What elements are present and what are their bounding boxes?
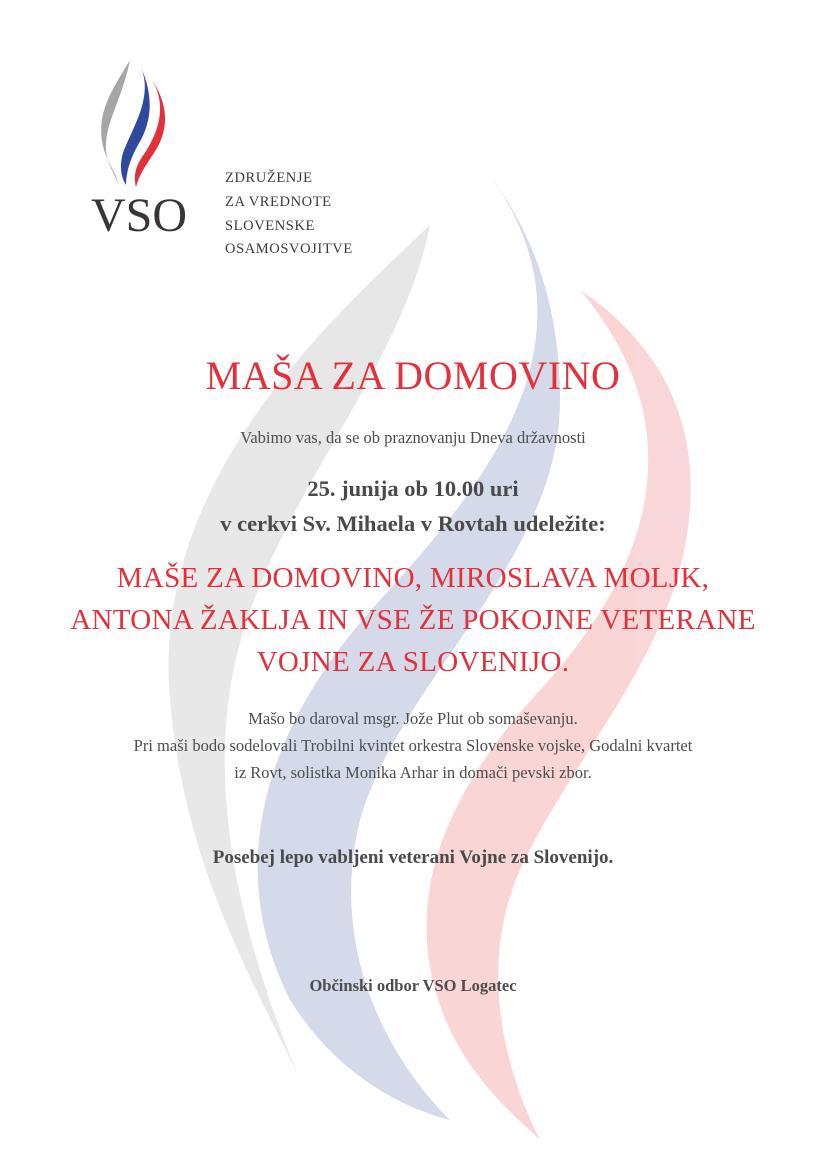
invite-text: Vabimo vas, da se ob praznovanju Dneva državnosti — [240, 428, 586, 447]
info-line-3: iz Rovt, solistka Monika Arhar in domači pevski zbor. — [234, 763, 592, 782]
org-name-line-4: OSAMOSVOJITVE — [225, 241, 353, 257]
info-line-2: Pri maši bodo sodelovali Trobilni kvintet orkestra Slovenske vojske, Godalni kvartet — [133, 736, 693, 755]
vso-logo — [82, 55, 197, 240]
org-name-line-3: SLOVENSKE — [225, 218, 315, 234]
event-date: 25. junija ob 10.00 uri — [307, 476, 519, 501]
event-place: v cerkvi Sv. Mihaela v Rovtah udeležite: — [220, 511, 606, 536]
mass-dedication-line-3: VOJNE ZA SLOVENIJO. — [256, 646, 570, 678]
welcome-text: Posebej lepo vabljeni veterani Vojne za Slovenijo. — [212, 847, 614, 868]
info-line-1: Mašo bo daroval msgr. Jože Plut ob somaševanju. — [248, 709, 578, 728]
logo-text: VSO — [90, 189, 188, 240]
mass-dedication-line-2: ANTONA ŽAKLJA IN VSE ŽE POKOJNE VETERANE — [70, 604, 756, 636]
mass-dedication-line-1: MAŠE ZA DOMOVINO, MIROSLAVA MOLJK, — [116, 562, 710, 594]
org-name-line-2: ZA VREDNOTE — [225, 194, 332, 210]
page-title: MAŠA ZA DOMOVINO — [205, 353, 621, 398]
org-name-line-1: ZDRUŽENJE — [225, 170, 313, 186]
signature: Občinski odbor VSO Logatec — [309, 976, 517, 995]
logo-blue-flame — [121, 65, 150, 185]
